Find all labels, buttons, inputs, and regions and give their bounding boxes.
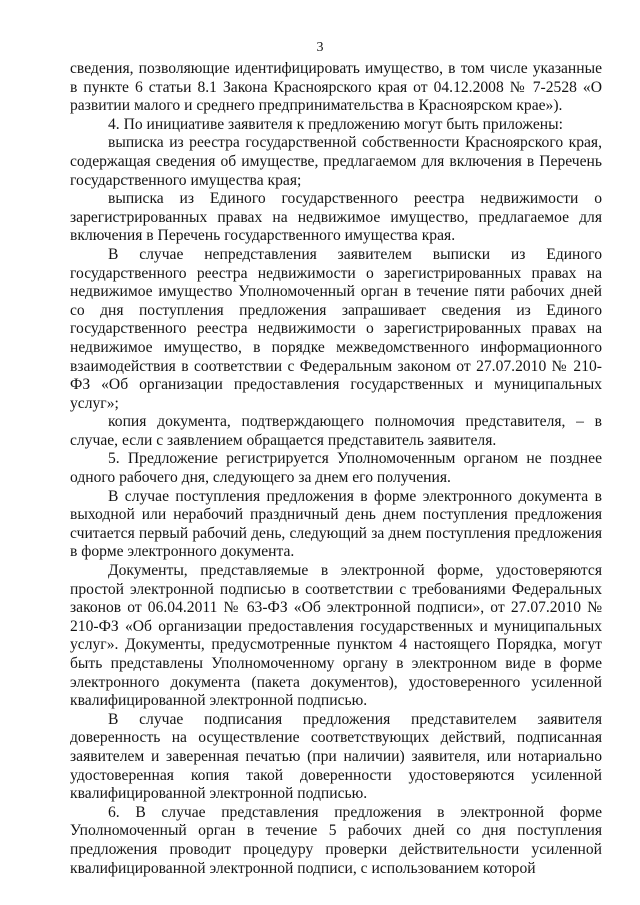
paragraph-4: выписка из Единого государственного реестра недвижимости о зарегистрированных правах на недвижимое имущество, предлагаемое для включения в Перечень государственного имущества края. xyxy=(70,190,602,245)
paragraph-7: 5. Предложение регистрируется Уполномоченным органом не позднее одного рабочего дня, следующего за днем его получения. xyxy=(70,450,602,487)
page-number: 3 xyxy=(316,40,324,55)
paragraph-9: Документы, представляемые в электронной форме, удостоверяются простой электронной подписью в соответствии с требованиями Федеральных законов от 06.04.2011 № 63-ФЗ «Об электронной подписи», от 27.07.2010 № 210-ФЗ «Об организации предоставления государственных и муниципальных услуг». Документы, предусмотренные пунктом 4 настоящего Порядка, могут быть представлены Уполномоченному органу в электронном виде в форме электронного документа (пакета документов), удостоверенного усиленной квалифицированной электронной подписью. xyxy=(70,562,602,710)
paragraph-1: сведения, позволяющие идентифицировать имущество, в том числе указанные в пункте 6 статьи 8.1 Закона Красноярского края от 04.12.2008 № 7-2528 «О развитии малого и среднего предпринимательства в Красноярском крае»). xyxy=(70,60,602,115)
paragraph-5: В случае непредставления заявителем выписки из Единого государственного реестра недвижимости о зарегистрированных правах на недвижимое имущество Уполномоченный орган в течение пяти рабочих дней со дня поступления предложения запрашивает сведения из Единого государственного реестра недвижимости о зарегистрированных правах на недвижимое имущество, в порядке межведомственного информационного взаимодействия в соответствии с Федеральным законом от 27.07.2010 № 210-ФЗ «Об организации предоставления государственных и муниципальных услуг»; xyxy=(70,245,602,412)
paragraph-8: В случае поступления предложения в форме электронного документа в выходной или нерабочий праздничный день днем поступления предложения считается первый рабочий день, следующий за днем поступления предложения в форме электронного документа. xyxy=(70,487,602,561)
paragraph-11: 6. В случае представления предложения в электронной форме Уполномоченный орган в течение 5 рабочих дней со дня поступления предложения проводит процедуру проверки действительности усиленной квалифицированной электронной подписи, с использованием которой xyxy=(70,803,602,877)
paragraph-10: В случае подписания предложения представителем заявителя доверенность на осуществление соответствующих действий, подписанная заявителем и заверенная печатью (при наличии) заявителя, или нотариально удостоверенная копия такой доверенности удостоверяются усиленной квалифицированной электронной подписью. xyxy=(70,710,602,803)
paragraph-3: выписка из реестра государственной собственности Красноярского края, содержащая сведения об имуществе, предлагаемом для включения в Перечень государственного имущества края; xyxy=(70,134,602,189)
document-body xyxy=(70,60,602,878)
paragraph-2: 4. По инициативе заявителя к предложению могут быть приложены: xyxy=(108,115,563,133)
paragraph-6: копия документа, подтверждающего полномочия представителя, – в случае, если с заявлением обращается представитель заявителя. xyxy=(70,413,602,449)
